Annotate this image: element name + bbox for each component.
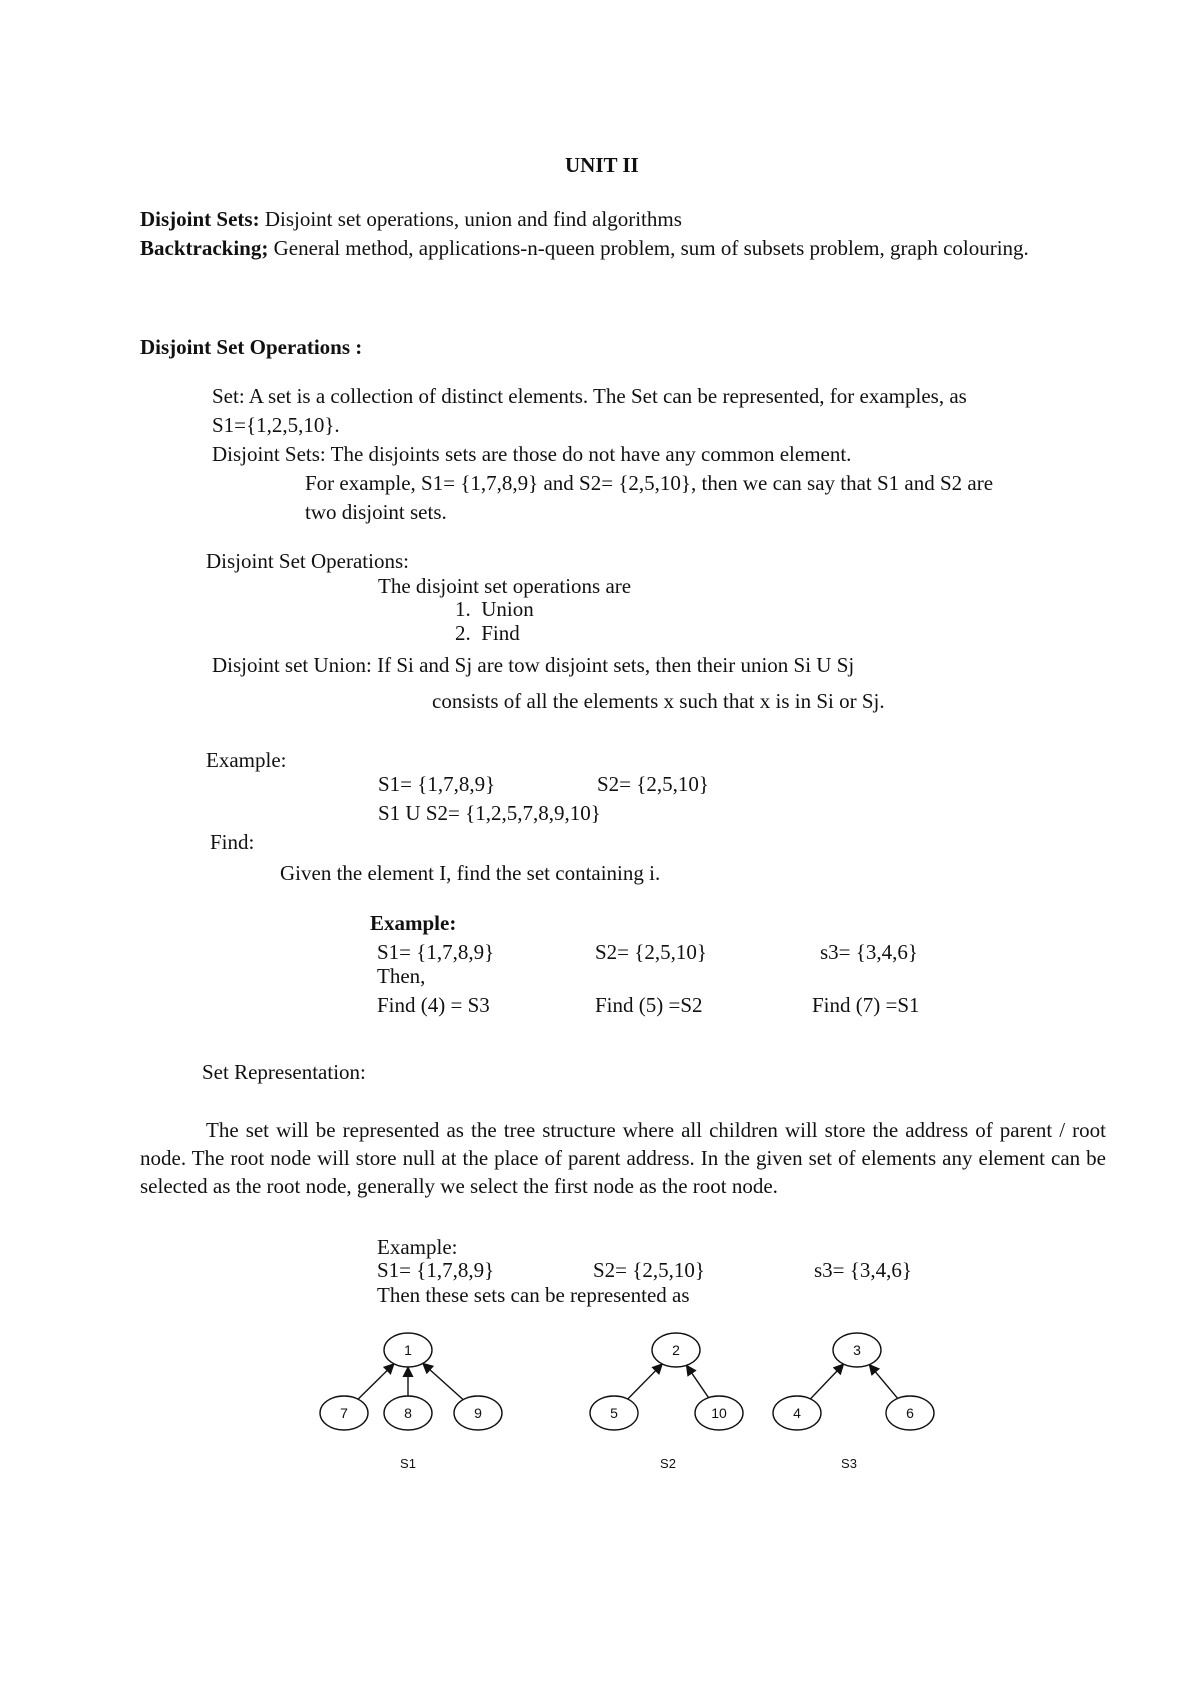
disjoint-sets-label: Disjoint Sets: — [140, 207, 260, 231]
disjoint-definition-line1: Disjoint Sets: The disjoints sets are those do not have any common element. — [212, 442, 852, 466]
find-label: Find: — [210, 830, 255, 854]
find-then: Then, — [377, 964, 426, 988]
section-heading: Disjoint Set Operations : — [140, 335, 363, 359]
tree-node-label: 10 — [711, 1405, 727, 1421]
tree-set-label: S3 — [841, 1456, 857, 1471]
find-result-1: Find (4) = S3 — [377, 993, 490, 1017]
tree-node-label: 1 — [404, 1342, 412, 1358]
tree-s2 — [590, 1333, 743, 1471]
tree-node-label: 4 — [793, 1405, 801, 1421]
tree-root-node — [384, 1333, 432, 1367]
tree-s3 — [773, 1333, 934, 1471]
tree-edge-arrow — [869, 1365, 897, 1399]
operations-item-2: 2. Find — [455, 621, 520, 645]
representation-s1: S1= {1,7,8,9} — [377, 1258, 495, 1282]
tree-node-label: 3 — [853, 1342, 861, 1358]
disjoint-sets-text: Disjoint set operations, union and find algorithms — [264, 207, 682, 231]
union-definition-line1: Disjoint set Union: If Si and Sj are tow disjoint sets, then their union Si U Sj — [212, 653, 855, 677]
operations-item-1: 1. Union — [455, 597, 534, 621]
tree-set-label: S2 — [660, 1456, 676, 1471]
find-example-s2: S2= {2,5,10} — [595, 940, 707, 964]
tree-edge-arrow — [628, 1364, 663, 1399]
tree-child-node — [590, 1396, 638, 1430]
tree-edge-arrow — [686, 1365, 708, 1397]
backtracking-label: Backtracking; — [140, 236, 269, 260]
find-example-label: Example: — [370, 911, 457, 935]
union-example-s1: S1= {1,7,8,9} — [378, 772, 496, 796]
find-example-s3: s3= {3,4,6} — [820, 940, 918, 964]
union-definition-line2: consists of all the elements x such that x is in Si or Sj. — [432, 689, 885, 713]
union-example-result: S1 U S2= {1,2,5,7,8,9,10} — [378, 801, 601, 825]
representation-example-label: Example: — [377, 1235, 458, 1259]
tree-child-node — [384, 1396, 432, 1430]
representation-s2: S2= {2,5,10} — [593, 1258, 705, 1282]
tree-child-node — [695, 1396, 743, 1430]
tree-node-label: 9 — [474, 1405, 482, 1421]
disjoint-definition-line3: two disjoint sets. — [305, 500, 447, 524]
representation-paragraph: The set will be represented as the tree structure where all children will store the address of parent / root node. The root node will store null at the place of parent address. In the given set of elements any element can be selected as the root node, generally we select the first node as the root node. — [140, 1118, 1106, 1198]
set-definition-line2: S1={1,2,5,10}. — [212, 413, 340, 437]
find-result-2: Find (5) =S2 — [595, 993, 703, 1017]
tree-child-node — [454, 1396, 502, 1430]
unit-title: UNIT II — [565, 153, 639, 177]
tree-node-label: 8 — [404, 1405, 412, 1421]
tree-node-label: 6 — [906, 1405, 914, 1421]
union-example-label: Example: — [206, 748, 287, 772]
tree-node-label: 2 — [672, 1342, 680, 1358]
tree-root-node — [652, 1333, 700, 1367]
tree-node-label: 5 — [610, 1405, 618, 1421]
representation-heading: Set Representation: — [202, 1060, 366, 1084]
find-description: Given the element I, find the set containing i. — [280, 861, 661, 885]
find-example-s1: S1= {1,7,8,9} — [377, 940, 495, 964]
representation-then: Then these sets can be represented as — [377, 1283, 690, 1307]
tree-child-node — [886, 1396, 934, 1430]
tree-root-node — [833, 1333, 881, 1367]
tree-child-node — [320, 1396, 368, 1430]
tree-s1 — [320, 1333, 502, 1471]
representation-s3: s3= {3,4,6} — [814, 1258, 912, 1282]
tree-node-label: 7 — [340, 1405, 348, 1421]
union-example-s2: S2= {2,5,10} — [597, 772, 709, 796]
tree-set-label: S1 — [400, 1456, 416, 1471]
tree-child-node — [773, 1396, 821, 1430]
operations-intro: The disjoint set operations are — [378, 574, 632, 598]
set-definition-line1: Set: A set is a collection of distinct elements. The Set can be represented, for examples, as — [212, 384, 967, 408]
disjoint-definition-line2: For example, S1= {1,7,8,9} and S2= {2,5,10}, then we can say that S1 and S2 are — [305, 471, 994, 495]
tree-edge-arrow — [810, 1364, 843, 1399]
find-result-3: Find (7) =S1 — [812, 993, 920, 1017]
tree-edge-arrow — [423, 1363, 463, 1399]
tree-edge-arrow — [358, 1364, 394, 1399]
operations-heading: Disjoint Set Operations: — [206, 549, 409, 573]
backtracking-text: General method, applications-n-queen problem, sum of subsets problem, graph colouring. — [273, 236, 1029, 260]
